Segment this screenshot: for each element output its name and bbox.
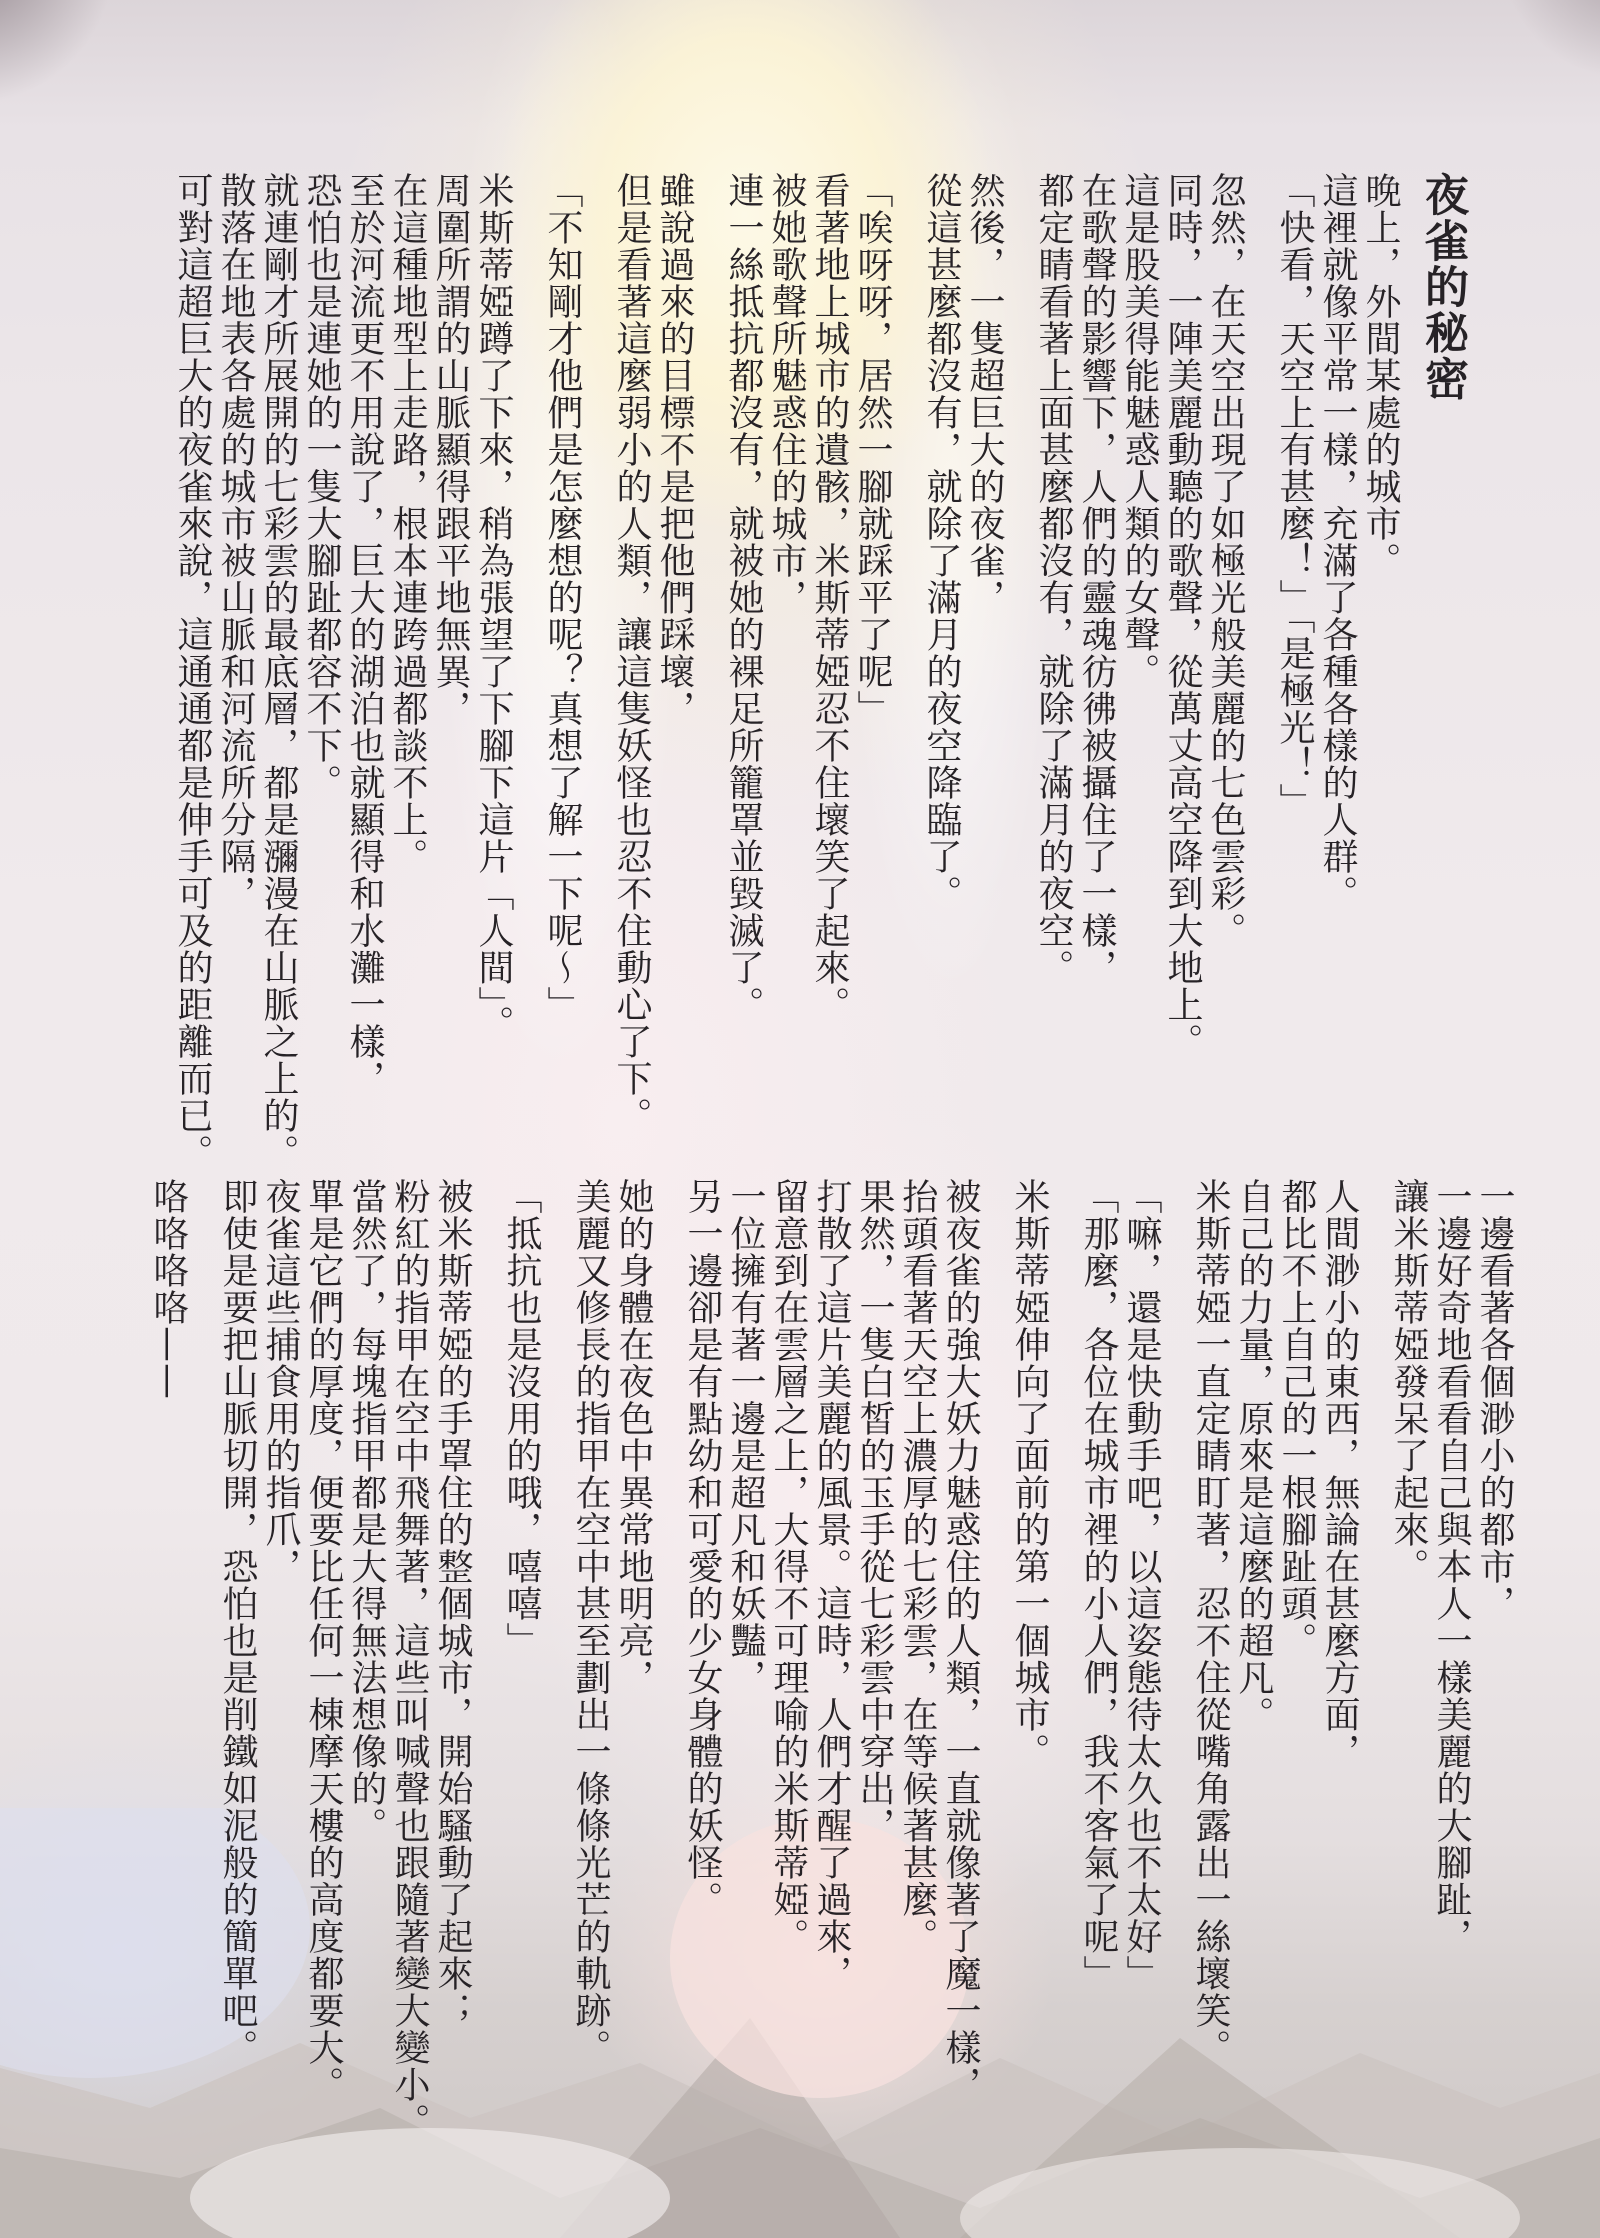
text-column: 從這甚麼都沒有，就除了滿月的夜空降臨了。 bbox=[921, 172, 962, 912]
paragraph bbox=[722, 172, 894, 1322]
text-column: 米斯蒂婭蹲了下來，稍為張望了下腳下這片「人間」。 bbox=[473, 172, 514, 1042]
paragraph bbox=[171, 172, 515, 1322]
text-column: 在歌聲的影響下，人們的靈魂彷彿被攝住了一樣， bbox=[1076, 172, 1117, 986]
paragraph bbox=[541, 172, 584, 1322]
text-column: 抬頭看著天空上濃厚的七彩雲，在等候著甚麼。 bbox=[897, 1178, 938, 1955]
text-column: 同時，一陣美麗動聽的歌聲，從萬丈高空降到大地上。 bbox=[1162, 172, 1203, 1060]
paragraph bbox=[147, 1178, 190, 2238]
text-column: 散落在地表各處的城市被山脈和河流所分隔， bbox=[215, 172, 256, 912]
text-column: 被米斯蒂婭的手罩住的整個城市，開始騷動了起來； bbox=[432, 1178, 473, 2029]
text-column: 就連剛才所展開的七彩雲的最底層，都是瀰漫在山脈之上的。 bbox=[258, 172, 299, 1171]
page-title: 夜雀的秘密 bbox=[1417, 172, 1468, 402]
text-column: 晚上，外間某處的城市。 bbox=[1360, 172, 1401, 579]
story-section-top bbox=[171, 172, 1496, 1322]
text-column: 被她歌聲所魅惑住的城市， bbox=[766, 172, 807, 616]
text-column: 打散了這片美麗的風景。這時，人們才醒了過來， bbox=[811, 1178, 852, 1992]
paragraph bbox=[1008, 1178, 1051, 2238]
text-column: 美麗又修長的指甲在空中甚至劃出一條條光芒的軌跡。 bbox=[570, 1178, 611, 2066]
text-column: 咯咯咯咯—— bbox=[148, 1178, 189, 1400]
paragraph bbox=[216, 1178, 474, 2238]
paragraph bbox=[500, 1178, 543, 2238]
text-column: 「嘛，還是快動手吧，以這姿態待太久也不太好」 bbox=[1121, 1178, 1162, 1992]
text-column: 都定睛看著上面甚麼都沒有，就除了滿月的夜空。 bbox=[1033, 172, 1074, 986]
text-column: 但是看著這麼弱小的人類，讓這隻妖怪也忍不住動心了下。 bbox=[611, 172, 652, 1134]
paragraph bbox=[610, 172, 696, 1322]
text-column: 留意到在雲層之上，大得不可理喻的米斯蒂婭。 bbox=[768, 1178, 809, 1955]
text-column: 當然了，每塊指甲都是大得無法想像的。 bbox=[346, 1178, 387, 1844]
text-column: 可對這超巨大的夜雀來說，這通通都是伸手可及的距離而已。 bbox=[172, 172, 213, 1171]
text-column: 至於河流更不用說了，巨大的湖泊也就顯得和水灘一樣， bbox=[344, 172, 385, 1097]
text-column: 忽然，在天空出現了如極光般美麗的七色雲彩。 bbox=[1205, 172, 1246, 949]
text-column: 恐怕也是連她的一隻大腳趾都容不下。 bbox=[301, 172, 342, 801]
text-column: 粉紅的指甲在空中飛舞著，這些叫喊聲也跟隨著變大變小。 bbox=[389, 1178, 430, 2140]
paragraph bbox=[1189, 1178, 1361, 2238]
text-column: 自己的力量，原來是這麼的超凡。 bbox=[1233, 1178, 1274, 1733]
text-column: 「抵抗也是沒用的哦，嘻嘻」 bbox=[501, 1178, 542, 1659]
paragraph bbox=[569, 1178, 655, 2238]
text-column: 米斯蒂婭伸向了面前的第一個城市。 bbox=[1009, 1178, 1050, 1770]
text-column: 夜雀這些捕食用的指爪， bbox=[260, 1178, 301, 1585]
text-column: 一邊好奇地看看自己與本人一樣美麗的大腳趾， bbox=[1431, 1178, 1472, 1955]
text-column: 一位擁有著一邊是超凡和妖豔， bbox=[725, 1178, 766, 1696]
text-column: 連一絲抵抗都沒有，就被她的裸足所籠罩並毀滅了。 bbox=[723, 172, 764, 1023]
text-column: 「唉呀呀，居然一腳就踩平了呢」 bbox=[852, 172, 893, 727]
paragraph bbox=[1077, 1178, 1163, 2238]
text-column: 「快看，天空上有甚麼！」「是極光！」 bbox=[1274, 172, 1315, 820]
text-column: 另一邊卻是有點幼和可愛的少女身體的妖怪。 bbox=[682, 1178, 723, 1918]
text-column: 讓米斯蒂婭發呆了起來。 bbox=[1388, 1178, 1429, 1585]
paragraph bbox=[1032, 172, 1247, 1322]
text-column: 這是股美得能魅惑人類的女聲。 bbox=[1119, 172, 1160, 690]
story-top-paragraphs bbox=[171, 172, 1402, 1322]
story-section-bottom bbox=[147, 1178, 1516, 2238]
text-column: 雖說過來的目標不是把他們踩壞， bbox=[654, 172, 695, 727]
story-bottom-paragraphs bbox=[147, 1178, 1516, 2238]
text-column: 周圍所謂的山脈顯得跟平地無異， bbox=[430, 172, 471, 727]
text-column: 被夜雀的強大妖力魅惑住的人類，一直就像著了魔一樣， bbox=[940, 1178, 981, 2103]
paragraph bbox=[1273, 172, 1402, 1322]
paragraph bbox=[681, 1178, 982, 2238]
text-column: 都比不上自己的一根腳趾頭。 bbox=[1276, 1178, 1317, 1659]
text-column: 人間渺小的東西，無論在甚麼方面， bbox=[1319, 1178, 1360, 1770]
text-column: 果然，一隻白皙的玉手從七彩雲中穿出， bbox=[854, 1178, 895, 1844]
text-column: 「不知剛才他們是怎麼想的呢？真想了解一下呢～」 bbox=[542, 172, 583, 1023]
text-column: 看著地上城市的遺骸，米斯蒂婭忍不住壞笑了起來。 bbox=[809, 172, 850, 1023]
text-column: 然後，一隻超巨大的夜雀， bbox=[964, 172, 1005, 616]
text-column: 一邊看著各個渺小的都市， bbox=[1474, 1178, 1515, 1622]
text-column: 她的身體在夜色中異常地明亮， bbox=[613, 1178, 654, 1696]
text-column: 米斯蒂婭一直定睛盯著，忍不住從嘴角露出一絲壞笑。 bbox=[1190, 1178, 1231, 2066]
paragraph bbox=[1387, 1178, 1516, 2238]
paragraph bbox=[920, 172, 1006, 1322]
text-column: 單是它們的厚度，便要比任何一棟摩天樓的高度都要大。 bbox=[303, 1178, 344, 2103]
text-column: 即使是要把山脈切開，恐怕也是削鐵如泥般的簡單吧。 bbox=[217, 1178, 258, 2066]
text-column: 在這種地型上走路，根本連跨過都談不上。 bbox=[387, 172, 428, 875]
text-column: 這裡就像平常一樣，充滿了各種各樣的人群。 bbox=[1317, 172, 1358, 912]
text-column: 「那麼，各位在城市裡的小人們，我不客氣了呢」 bbox=[1078, 1178, 1119, 1992]
